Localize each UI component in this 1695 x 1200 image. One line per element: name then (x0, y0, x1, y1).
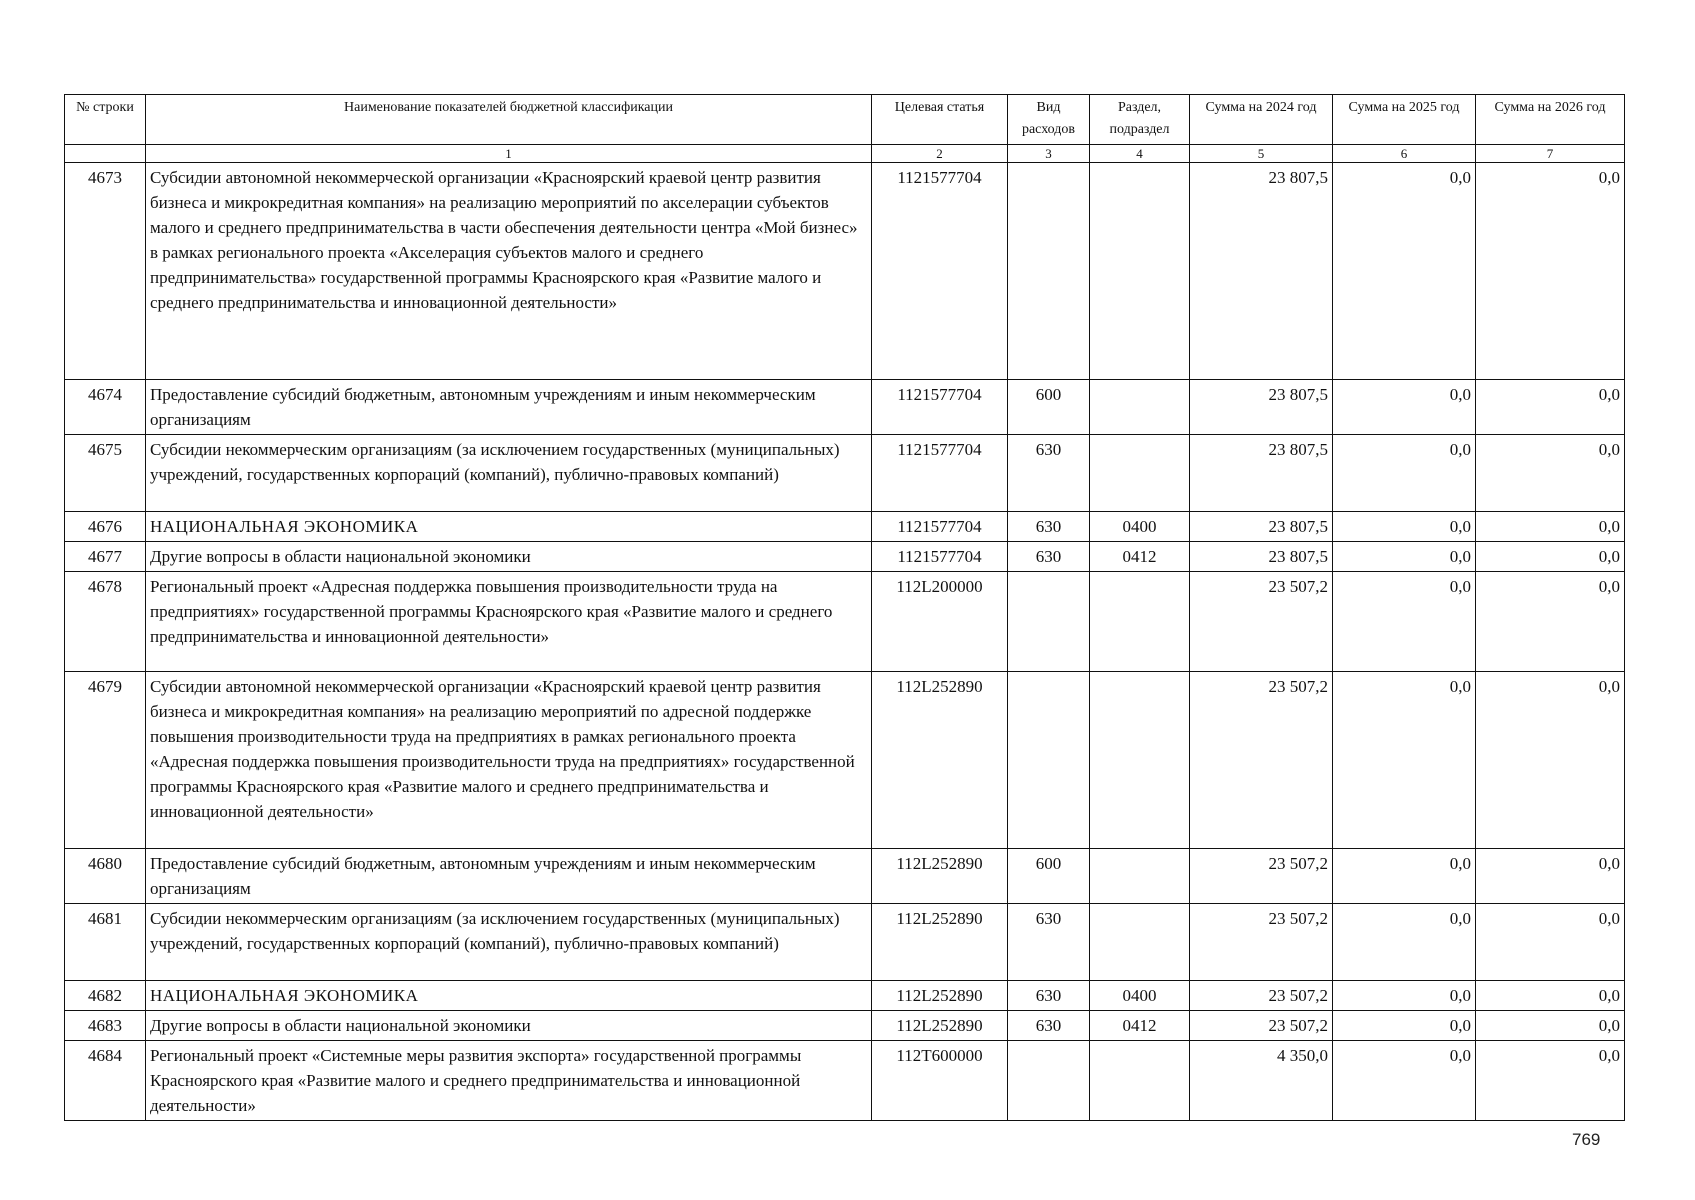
row-number: 4680 (65, 849, 146, 904)
row-sum-2025: 0,0 (1333, 435, 1476, 512)
column-number: 3 (1008, 145, 1090, 163)
row-section: 0412 (1090, 542, 1190, 572)
column-number: 2 (872, 145, 1008, 163)
row-target-code: 1121577704 (872, 380, 1008, 435)
row-sum-2024: 23 807,5 (1190, 163, 1333, 380)
row-sum-2025: 0,0 (1333, 163, 1476, 380)
table-row (65, 572, 1625, 672)
header-expense-type: Вид расходов (1008, 95, 1090, 145)
row-expense-type: 600 (1008, 380, 1090, 435)
row-number: 4677 (65, 542, 146, 572)
row-sum-2024: 23 807,5 (1190, 512, 1333, 542)
header-target: Целевая статья (872, 95, 1008, 145)
row-expense-type: 630 (1008, 904, 1090, 981)
row-expense-type: 630 (1008, 1011, 1090, 1041)
row-sum-2025: 0,0 (1333, 1011, 1476, 1041)
row-name: НАЦИОНАЛЬНАЯ ЭКОНОМИКА (146, 512, 872, 542)
row-name: Субсидии автономной некоммерческой организации «Красноярский краевой центр развития бизнеса и микрокредитная компания» на реализацию мероприятий по акселерации субъектов малого и среднего предпринимательства в части обеспечения деятельности центра «Мой бизнес» в рамках регионального проекта «Акселерация субъектов малого и среднего предпринимательства» государственной программы Красноярского края «Развитие малого и среднего предпринимательства и инновационной деятельности» (146, 163, 872, 380)
row-name: Другие вопросы в области национальной экономики (146, 542, 872, 572)
row-sum-2024: 23 807,5 (1190, 542, 1333, 572)
row-number: 4682 (65, 981, 146, 1011)
row-expense-type: 630 (1008, 981, 1090, 1011)
document-page (64, 94, 1624, 1121)
row-section (1090, 572, 1190, 672)
table-row (65, 672, 1625, 849)
row-expense-type (1008, 163, 1090, 380)
row-target-code: 112L252890 (872, 849, 1008, 904)
row-name: Региональный проект «Системные меры развития экспорта» государственной программы Красноярского края «Развитие малого и среднего предпринимательства и инновационной деятельности» (146, 1041, 872, 1121)
table-row (65, 435, 1625, 512)
row-name: Другие вопросы в области национальной экономики (146, 1011, 872, 1041)
table-row (65, 512, 1625, 542)
row-number: 4683 (65, 1011, 146, 1041)
row-target-code: 112T600000 (872, 1041, 1008, 1121)
header-sum-2026: Сумма на 2026 год (1476, 95, 1625, 145)
row-number: 4675 (65, 435, 146, 512)
column-number: 7 (1476, 145, 1625, 163)
row-sum-2024: 23 807,5 (1190, 380, 1333, 435)
row-target-code: 1121577704 (872, 512, 1008, 542)
row-section (1090, 849, 1190, 904)
row-sum-2024: 23 507,2 (1190, 849, 1333, 904)
row-sum-2025: 0,0 (1333, 380, 1476, 435)
row-sum-2024: 23 807,5 (1190, 435, 1333, 512)
header-sum-2025: Сумма на 2025 год (1333, 95, 1476, 145)
row-expense-type: 600 (1008, 849, 1090, 904)
header-section: Раздел, подраздел (1090, 95, 1190, 145)
table-row (65, 1041, 1625, 1121)
row-number: 4681 (65, 904, 146, 981)
row-number: 4674 (65, 380, 146, 435)
row-expense-type (1008, 672, 1090, 849)
row-target-code: 112L252890 (872, 981, 1008, 1011)
row-target-code: 1121577704 (872, 542, 1008, 572)
row-sum-2026: 0,0 (1476, 904, 1625, 981)
row-sum-2026: 0,0 (1476, 512, 1625, 542)
row-section (1090, 1041, 1190, 1121)
row-section: 0400 (1090, 981, 1190, 1011)
row-number: 4673 (65, 163, 146, 380)
row-sum-2025: 0,0 (1333, 904, 1476, 981)
row-target-code: 112L252890 (872, 1011, 1008, 1041)
row-sum-2025: 0,0 (1333, 981, 1476, 1011)
row-sum-2024: 23 507,2 (1190, 981, 1333, 1011)
column-number-row (65, 145, 1625, 163)
row-expense-type: 630 (1008, 512, 1090, 542)
row-sum-2026: 0,0 (1476, 1041, 1625, 1121)
table-row (65, 1011, 1625, 1041)
row-sum-2026: 0,0 (1476, 572, 1625, 672)
row-sum-2024: 23 507,2 (1190, 1011, 1333, 1041)
table-row (65, 542, 1625, 572)
row-sum-2026: 0,0 (1476, 672, 1625, 849)
row-number: 4684 (65, 1041, 146, 1121)
row-expense-type (1008, 1041, 1090, 1121)
column-number: 5 (1190, 145, 1333, 163)
column-number: 4 (1090, 145, 1190, 163)
column-number: 1 (146, 145, 872, 163)
row-sum-2025: 0,0 (1333, 672, 1476, 849)
row-target-code: 112L252890 (872, 672, 1008, 849)
row-section: 0412 (1090, 1011, 1190, 1041)
row-expense-type: 630 (1008, 435, 1090, 512)
row-sum-2026: 0,0 (1476, 849, 1625, 904)
table-row (65, 380, 1625, 435)
row-sum-2025: 0,0 (1333, 512, 1476, 542)
row-target-code: 1121577704 (872, 163, 1008, 380)
header-name: Наименование показателей бюджетной классификации (146, 95, 872, 145)
row-sum-2026: 0,0 (1476, 380, 1625, 435)
header-row (65, 95, 1625, 145)
row-sum-2025: 0,0 (1333, 542, 1476, 572)
row-sum-2024: 4 350,0 (1190, 1041, 1333, 1121)
column-number (65, 145, 146, 163)
row-section (1090, 904, 1190, 981)
row-expense-type: 630 (1008, 542, 1090, 572)
row-section: 0400 (1090, 512, 1190, 542)
header-row-no: № строки (65, 95, 146, 145)
page-number: 769 (1572, 1130, 1601, 1149)
row-sum-2024: 23 507,2 (1190, 572, 1333, 672)
row-expense-type (1008, 572, 1090, 672)
row-sum-2025: 0,0 (1333, 572, 1476, 672)
row-name: Предоставление субсидий бюджетным, автономным учреждениям и иным некоммерческим организациям (146, 849, 872, 904)
table-row (65, 163, 1625, 380)
row-target-code: 112L252890 (872, 904, 1008, 981)
table-row (65, 849, 1625, 904)
table-row (65, 904, 1625, 981)
row-section (1090, 672, 1190, 849)
row-name: Субсидии автономной некоммерческой организации «Красноярский краевой центр развития бизнеса и микрокредитная компания» на реализацию мероприятий по адресной поддержке повышения производительности труда на предприятиях в рамках регионального проекта «Адресная поддержка повышения производительности труда на предприятиях» государственной программы Красноярского края «Развитие малого и среднего предпринимательства и инновационной деятельности» (146, 672, 872, 849)
row-number: 4679 (65, 672, 146, 849)
row-section (1090, 435, 1190, 512)
row-name: НАЦИОНАЛЬНАЯ ЭКОНОМИКА (146, 981, 872, 1011)
row-sum-2026: 0,0 (1476, 981, 1625, 1011)
budget-table (64, 94, 1625, 1121)
row-sum-2026: 0,0 (1476, 435, 1625, 512)
row-number: 4676 (65, 512, 146, 542)
table-row (65, 981, 1625, 1011)
row-number: 4678 (65, 572, 146, 672)
row-name: Предоставление субсидий бюджетным, автономным учреждениям и иным некоммерческим организациям (146, 380, 872, 435)
row-sum-2024: 23 507,2 (1190, 672, 1333, 849)
row-name: Субсидии некоммерческим организациям (за исключением государственных (муниципальных) учреждений, государственных корпораций (компаний), публично-правовых компаний) (146, 904, 872, 981)
row-name: Региональный проект «Адресная поддержка повышения производительности труда на предприятиях» государственной программы Красноярского края «Развитие малого и среднего предпринимательства и инновационной деятельности» (146, 572, 872, 672)
row-sum-2026: 0,0 (1476, 163, 1625, 380)
row-target-code: 112L200000 (872, 572, 1008, 672)
column-number: 6 (1333, 145, 1476, 163)
row-section (1090, 380, 1190, 435)
row-sum-2024: 23 507,2 (1190, 904, 1333, 981)
row-name: Субсидии некоммерческим организациям (за исключением государственных (муниципальных) учреждений, государственных корпораций (компаний), публично-правовых компаний) (146, 435, 872, 512)
row-section (1090, 163, 1190, 380)
row-sum-2026: 0,0 (1476, 1011, 1625, 1041)
row-target-code: 1121577704 (872, 435, 1008, 512)
row-sum-2026: 0,0 (1476, 542, 1625, 572)
row-sum-2025: 0,0 (1333, 849, 1476, 904)
row-sum-2025: 0,0 (1333, 1041, 1476, 1121)
header-sum-2024: Сумма на 2024 год (1190, 95, 1333, 145)
